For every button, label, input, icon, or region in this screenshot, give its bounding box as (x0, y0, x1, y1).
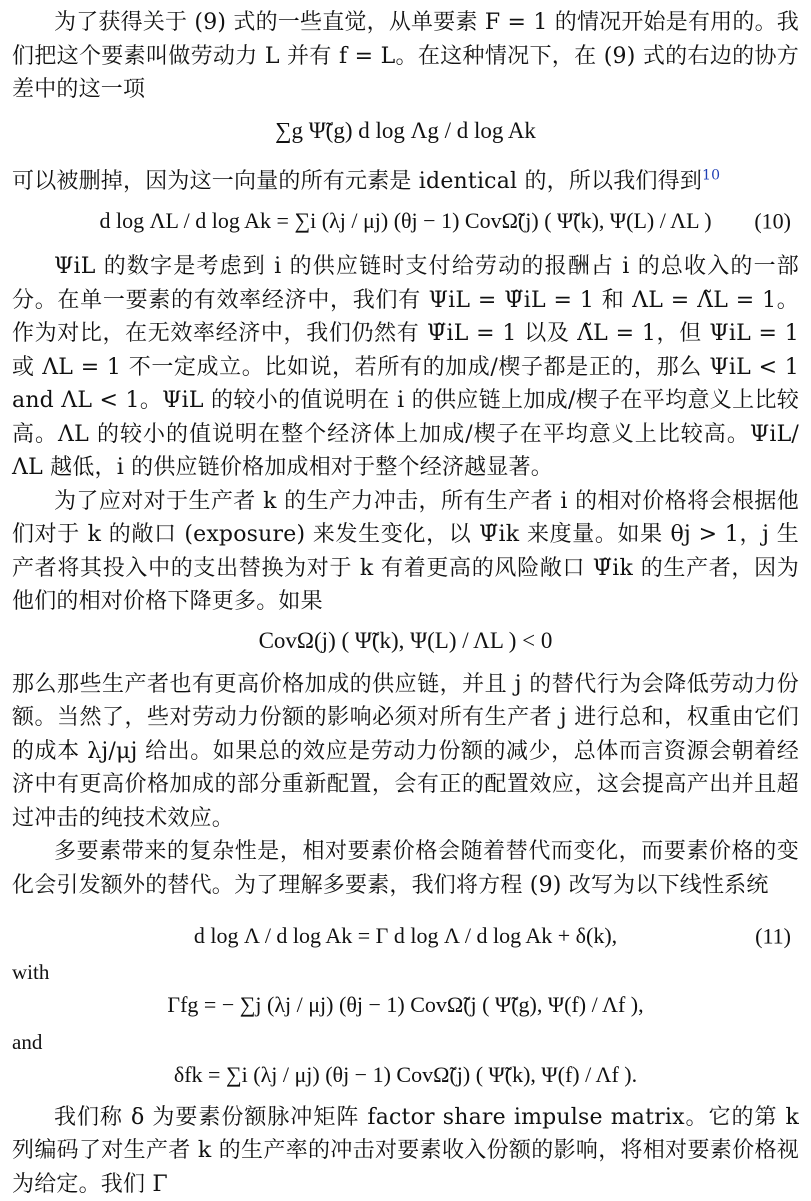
paragraph-labor-share-text: 那么那些生产者也有更高价格加成的供应链，并且 j 的替代行为会降低劳动力份额。当然了，些对劳动力份额的影响必须对所有生产者 j 进行总和，权重由它们的成本 λj/μj 给出。如果总的效应是劳动力份额的减少，总体而言资源会朝着经济中有更高价格加成的部分重新配置，会有正的配置效应，这会提高产出并且超过冲击的纯技术效应。 (12, 671, 799, 831)
equation-10 (12, 207, 799, 235)
paragraph-productivity-shock-text: 为了应对对于生产者 k 的生产力冲击，所有生产者 i 的相对价格将会根据他们对于 k 的敞口 (exposure) 来发生变化，以 Ψ̃ik 来度量。如果 θj > 1，j 生产者将其投入中的支出替换为对于 k 有着更高的风险敞口 Ψ̃ik 的生产者，因为他们的相对价格下降更多。如果 (12, 488, 799, 615)
paragraph-intro-text: 为了获得关于 (9) 式的一些直觉，从单要素 F = 1 的情况开始是有用的。我们把这个要素叫做劳动力 L 并有 f = L。在这种情况下，在 (9) 式的右边的协方差中的这一项 (12, 10, 799, 102)
paragraph-productivity-shock (12, 485, 799, 619)
equation-covariance-condition-text: CovΩ(j) ( Ψ̃(k), Ψ(L) / ΛL ) < 0 (258, 627, 553, 653)
equation-gamma (12, 991, 799, 1019)
equation-covariance-condition (12, 627, 799, 656)
and-label: and (12, 1030, 43, 1055)
equation-10-number: (10) (754, 207, 791, 233)
paragraph-factor-share-impulse (12, 1101, 799, 1201)
paragraph-result-text: 可以被删掉，因为这一向量的所有元素是 identical 的，所以我们得到 (12, 169, 703, 195)
paragraph-result (12, 165, 799, 199)
equation-delta-text: δfk = ∑i (λj / μj) (θj − 1) CovΩ̃(j) ( Ψ̃(k), Ψ(f) / Λf ). (173, 1062, 638, 1088)
paragraph-intro (12, 6, 799, 107)
equation-11-text: d log Λ / d log Ak = Γ d log Λ / d log Ak + δ(k), (193, 923, 618, 948)
equation-10-text: d log ΛL / d log Ak = ∑i (λj / μj) (θj − 1) CovΩ̃(j) ( Ψ̃(k), Ψ(L) / ΛL ) (99, 207, 712, 233)
paragraph-multi-factor (12, 835, 799, 902)
with-label: with (12, 959, 50, 984)
paragraph-multi-factor-text: 多要素带来的复杂性是，相对要素价格会随着替代而变化，而要素价格的变化会引发额外的替代。为了理解多要素，我们将方程 (9) 改写为以下线性系统 (12, 839, 799, 898)
equation-sum-psi-text: ∑g Ψ̃(g) d log Λg / d log Ak (275, 117, 536, 143)
equation-11-number: (11) (755, 923, 791, 948)
paragraph-factor-share-impulse-text: 我们称 δ 为要素份额脉冲矩阵 factor share impulse matrix。它的第 k 列编码了对生产者 k 的生产率的冲击对要素收入份额的影响，将相对要素价格视为给定。我们 Γ (12, 1104, 799, 1197)
paragraph-psi-interpretation (12, 250, 799, 485)
paragraph-psi-interpretation-text: ΨiL 的数字是考虑到 i 的供应链时支付给劳动的报酬占 i 的总收入的一部分。在单一要素的有效率经济中，我们有 ΨiL = Ψ̃iL = 1 和 ΛL = Λ̃L = 1。作为对比，在无效率经济中，我们仍然有 Ψ̃iL = 1 以及 Λ̃L = 1，但 ΨiL = 1 或 ΛL = 1 不一定成立。比如说，若所有的加成/楔子都是正的，那么 ΨiL < 1 and ΛL < 1。ΨiL 的较小的值说明在 i 的供应链上加成/楔子在平均意义上比较高。ΛL 的较小的值说明在整个经济体上加成/楔子在平均意义上比较高。ΨiL/ΛL 越低，i 的供应链价格加成相对于整个经济越显著。 (12, 254, 799, 481)
equation-delta (12, 1061, 799, 1089)
equation-11 (12, 922, 799, 950)
footnote-reference[interactable]: 10 (702, 167, 721, 184)
equation-gamma-text: Γfg = − ∑j (λj / μj) (θj − 1) CovΩ̃(j ( Ψ̃(g), Ψ(f) / Λf ), (167, 991, 644, 1017)
equation-sum-psi (12, 117, 799, 146)
paragraph-labor-share (12, 668, 799, 836)
